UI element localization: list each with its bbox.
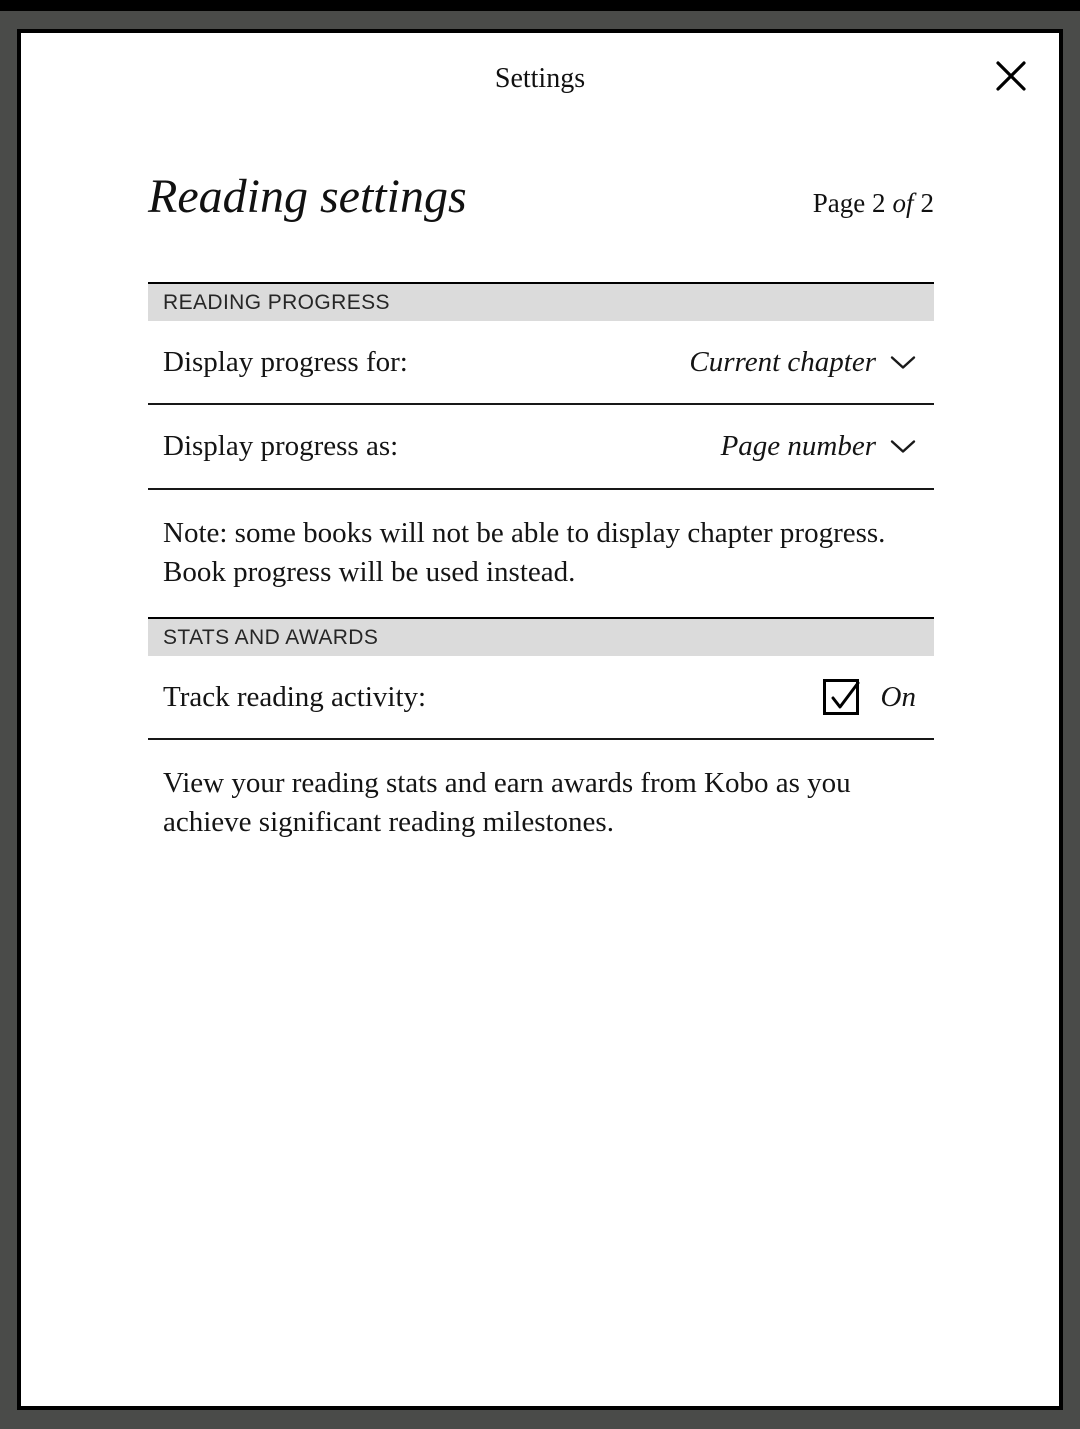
close-button[interactable]	[995, 57, 1033, 95]
section-header-stats-awards	[148, 617, 934, 656]
display-progress-as-value: Page number	[720, 430, 876, 462]
display-progress-for-dropdown[interactable]	[689, 346, 916, 379]
settings-panel	[17, 29, 1063, 1410]
page-title-row	[148, 169, 934, 224]
status-bar-strip	[0, 0, 1080, 11]
page-indicator-left: Page 2	[812, 188, 886, 218]
stats-awards-description: View your reading stats and earn awards from Kobo as you achieve significant reading milestones.	[163, 767, 851, 838]
display-progress-as-dropdown[interactable]	[721, 430, 916, 463]
display-progress-for-label: Display progress for:	[163, 345, 408, 378]
track-reading-activity-label: Track reading activity:	[163, 680, 427, 713]
display-progress-for-row	[148, 321, 934, 405]
page-indicator-right: 2	[920, 188, 934, 218]
section-header-label: READING PROGRESS	[163, 290, 390, 314]
settings-content	[148, 282, 934, 842]
chevron-down-icon	[890, 439, 916, 454]
chevron-down-icon	[890, 355, 916, 370]
section-header-reading-progress	[148, 282, 934, 321]
page-indicator-of: of	[892, 188, 914, 218]
page-title: Reading settings	[148, 170, 467, 223]
settings-header-title: Settings	[494, 63, 586, 94]
display-progress-as-row	[148, 405, 934, 490]
display-progress-for-value: Current chapter	[689, 345, 876, 378]
display-progress-as-label: Display progress as:	[163, 430, 399, 462]
track-reading-activity-row	[148, 656, 934, 740]
track-reading-activity-control	[823, 679, 916, 715]
close-icon	[995, 60, 1033, 92]
track-reading-activity-checkbox[interactable]	[823, 679, 859, 715]
chapter-progress-note: Note: some books will not be able to display chapter progress. Book progress will be used instead.	[163, 517, 886, 588]
page-indicator	[813, 188, 934, 219]
track-reading-activity-state: On	[880, 680, 916, 713]
section-header-label: STATS AND AWARDS	[163, 625, 379, 649]
